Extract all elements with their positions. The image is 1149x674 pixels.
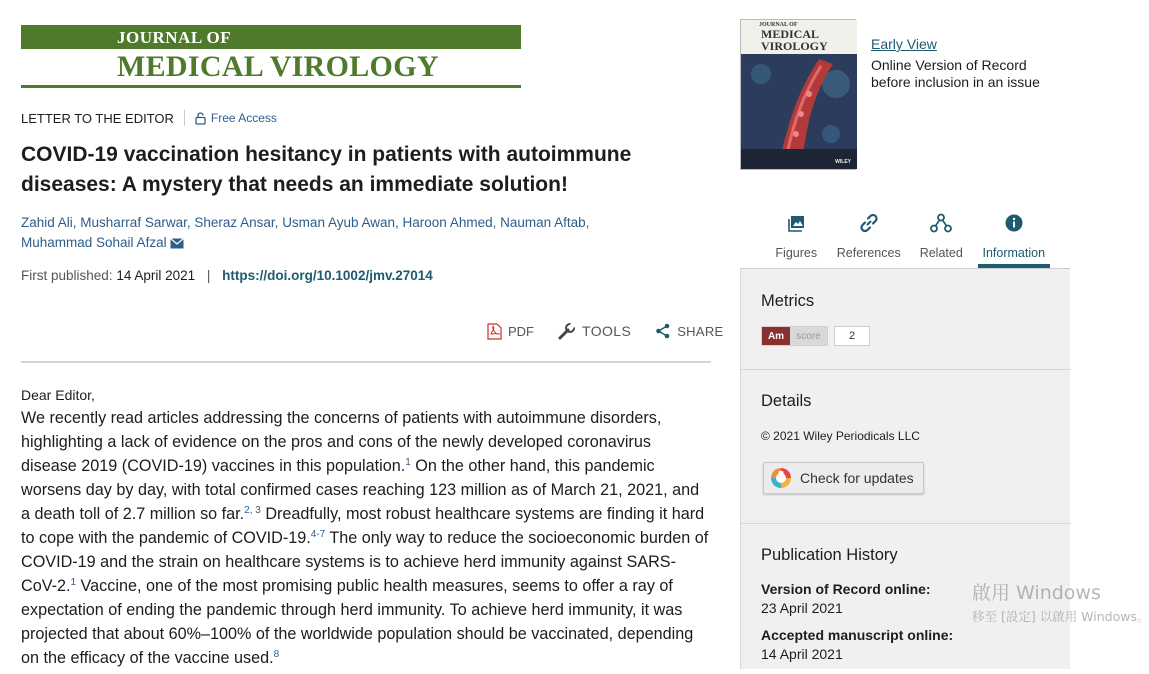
tab-related[interactable] bbox=[905, 205, 978, 268]
free-access-label: Free Access bbox=[210, 111, 277, 125]
first-published-date: 14 April 2021 bbox=[116, 268, 196, 283]
share-icon bbox=[655, 323, 671, 339]
history-label: Accepted manuscript online: bbox=[761, 627, 954, 643]
salutation: Dear Editor, bbox=[21, 387, 95, 403]
crossmark-icon bbox=[770, 467, 792, 489]
wrench-icon bbox=[558, 322, 576, 340]
author-link[interactable]: Nauman Aftab bbox=[500, 215, 586, 230]
altmetric-badge bbox=[761, 326, 828, 346]
author-link[interactable]: Haroon Ahmed bbox=[402, 215, 493, 230]
journal-name-line1: JOURNAL OF bbox=[117, 28, 232, 47]
tab-figures[interactable] bbox=[760, 205, 833, 268]
article-type: LETTER TO THE EDITOR bbox=[21, 110, 174, 126]
tab-references[interactable] bbox=[833, 205, 906, 268]
pdf-icon bbox=[487, 323, 502, 340]
tools-label: TOOLS bbox=[582, 323, 632, 339]
author-link[interactable]: Usman Ayub Awan bbox=[282, 215, 396, 230]
body-text-segment: Vaccine, one of the most promising public health measures, seems to offer a ray of expectation of ending the pandemic through herd immunity. To achieve herd immunity, it was projected that about 60%–100% of the worldwide population should be vaccinated, depending on the efficacy of the vaccine used. bbox=[21, 577, 694, 667]
reference-link[interactable]: 2, 3 bbox=[244, 505, 261, 516]
details-heading: Details bbox=[761, 392, 812, 410]
tab-label: References bbox=[836, 246, 901, 260]
cover-publisher: WILEY bbox=[835, 159, 851, 165]
reference-link[interactable]: 4-7 bbox=[310, 529, 326, 540]
body-text-segment: On the other hand, this pandemic worsens day by day, with total confirmed cases reaching 123 million as of March 21, 2021, and a death toll of 2.7 million so far. bbox=[21, 457, 700, 523]
early-view-desc-line2: before inclusion in an issue bbox=[871, 74, 1040, 90]
author-link[interactable]: Muhammad Sohail Afzal bbox=[21, 235, 167, 250]
cover-header bbox=[741, 20, 857, 54]
info-icon bbox=[1005, 214, 1023, 232]
metrics-heading: Metrics bbox=[761, 292, 815, 310]
body-text-segment: We recently read articles addressing the concerns of patients with autoimmune disorders, highlighting a lack of evidence on the pros and cons of the newly developed coronavirus disease 2019 (COVID-19) vaccines in this population. bbox=[21, 409, 662, 475]
altmetric-score-label: score bbox=[790, 327, 827, 345]
reference-link[interactable]: 1 bbox=[405, 457, 411, 468]
tab-information[interactable] bbox=[978, 205, 1051, 268]
panel-divider bbox=[741, 369, 1071, 370]
cover-title-line2: MEDICAL VIROLOGY bbox=[761, 27, 828, 53]
article-body bbox=[21, 384, 711, 674]
publication-info bbox=[21, 268, 433, 283]
author-link[interactable]: Musharraf Sarwar bbox=[80, 215, 187, 230]
altmetric-widget[interactable] bbox=[761, 326, 870, 346]
article-title: COVID-19 vaccination hesitancy in patients with autoimmune diseases: A mystery that needs an immediate solution! bbox=[21, 143, 632, 196]
journal-name-line2: MEDICAL VIROLOGY bbox=[117, 50, 439, 83]
article-type-row bbox=[21, 110, 277, 126]
early-view-box bbox=[871, 36, 1040, 91]
body-text-segment: The only way to reduce the socioeconomic burden of COVID-19 and the strain on healthcare systems is to achieve herd immunity against SARS-CoV-2. bbox=[21, 529, 709, 595]
section-divider bbox=[21, 361, 711, 363]
watermark-line1: 啟用 Windows bbox=[972, 582, 1101, 604]
windows-activation-watermark bbox=[972, 578, 1149, 625]
copyright-text: © 2021 Wiley Periodicals LLC bbox=[761, 429, 920, 443]
banner-rule bbox=[21, 85, 521, 88]
check-for-updates-button[interactable] bbox=[763, 462, 924, 494]
link-icon bbox=[859, 213, 879, 233]
body-text-segment: Dreadfully, most robust healthcare systems are finding it hard to cope with the pandemic of COVID-19. bbox=[21, 505, 705, 547]
watermark-line2: 移至 [設定] 以啟用 Windows。 bbox=[972, 609, 1149, 624]
altmetric-logo: Am bbox=[762, 327, 790, 345]
pdf-label: PDF bbox=[508, 323, 534, 339]
journal-cover[interactable] bbox=[740, 19, 856, 170]
author-link[interactable]: Zahid Ali bbox=[21, 215, 73, 230]
tab-label: Figures bbox=[775, 246, 818, 260]
check-updates-label: Check for updates bbox=[800, 470, 914, 486]
history-date: 23 April 2021 bbox=[761, 600, 843, 616]
author-link[interactable]: Sheraz Ansar bbox=[194, 215, 275, 230]
divider bbox=[184, 110, 185, 126]
article-tabs bbox=[760, 205, 1050, 268]
email-icon[interactable] bbox=[170, 238, 184, 249]
author-list: Zahid Ali, Musharraf Sarwar, Sheraz Ansar, Usman Ayub Awan, Haroon Ahmed, Nauman Aftab, Muhammad Sohail Afzal bbox=[21, 215, 590, 250]
article-actions bbox=[487, 322, 724, 340]
first-published-label: First published: bbox=[21, 268, 113, 283]
doi-link[interactable]: https://doi.org/10.1002/jmv.27014 bbox=[222, 268, 433, 283]
tab-label: Information bbox=[982, 246, 1046, 260]
tab-label: Related bbox=[919, 246, 963, 260]
unlock-icon bbox=[195, 112, 206, 125]
history-label: Version of Record online: bbox=[761, 581, 931, 597]
early-view-link[interactable]: Early View bbox=[871, 36, 937, 52]
banner-green-bar bbox=[21, 25, 521, 49]
divider: | bbox=[206, 268, 211, 283]
journal-banner[interactable] bbox=[21, 25, 521, 89]
image-icon bbox=[788, 215, 805, 232]
free-access-badge bbox=[195, 111, 277, 125]
body-paragraph bbox=[21, 406, 711, 670]
panel-divider bbox=[741, 523, 1071, 524]
tools-button[interactable] bbox=[558, 322, 631, 340]
reference-link[interactable]: 1 bbox=[70, 577, 77, 588]
cover-title-line1: JOURNAL OF bbox=[759, 22, 798, 28]
share-button[interactable] bbox=[655, 323, 723, 339]
network-icon bbox=[930, 213, 952, 233]
history-date: 14 April 2021 bbox=[761, 646, 843, 662]
reference-link[interactable]: 8 bbox=[273, 649, 280, 660]
pdf-button[interactable] bbox=[487, 323, 534, 340]
publication-history-heading: Publication History bbox=[761, 546, 898, 564]
early-view-desc-line1: Online Version of Record bbox=[871, 57, 1027, 73]
cover-artwork bbox=[741, 54, 857, 154]
share-label: SHARE bbox=[677, 323, 724, 339]
altmetric-count: 2 bbox=[834, 326, 870, 346]
